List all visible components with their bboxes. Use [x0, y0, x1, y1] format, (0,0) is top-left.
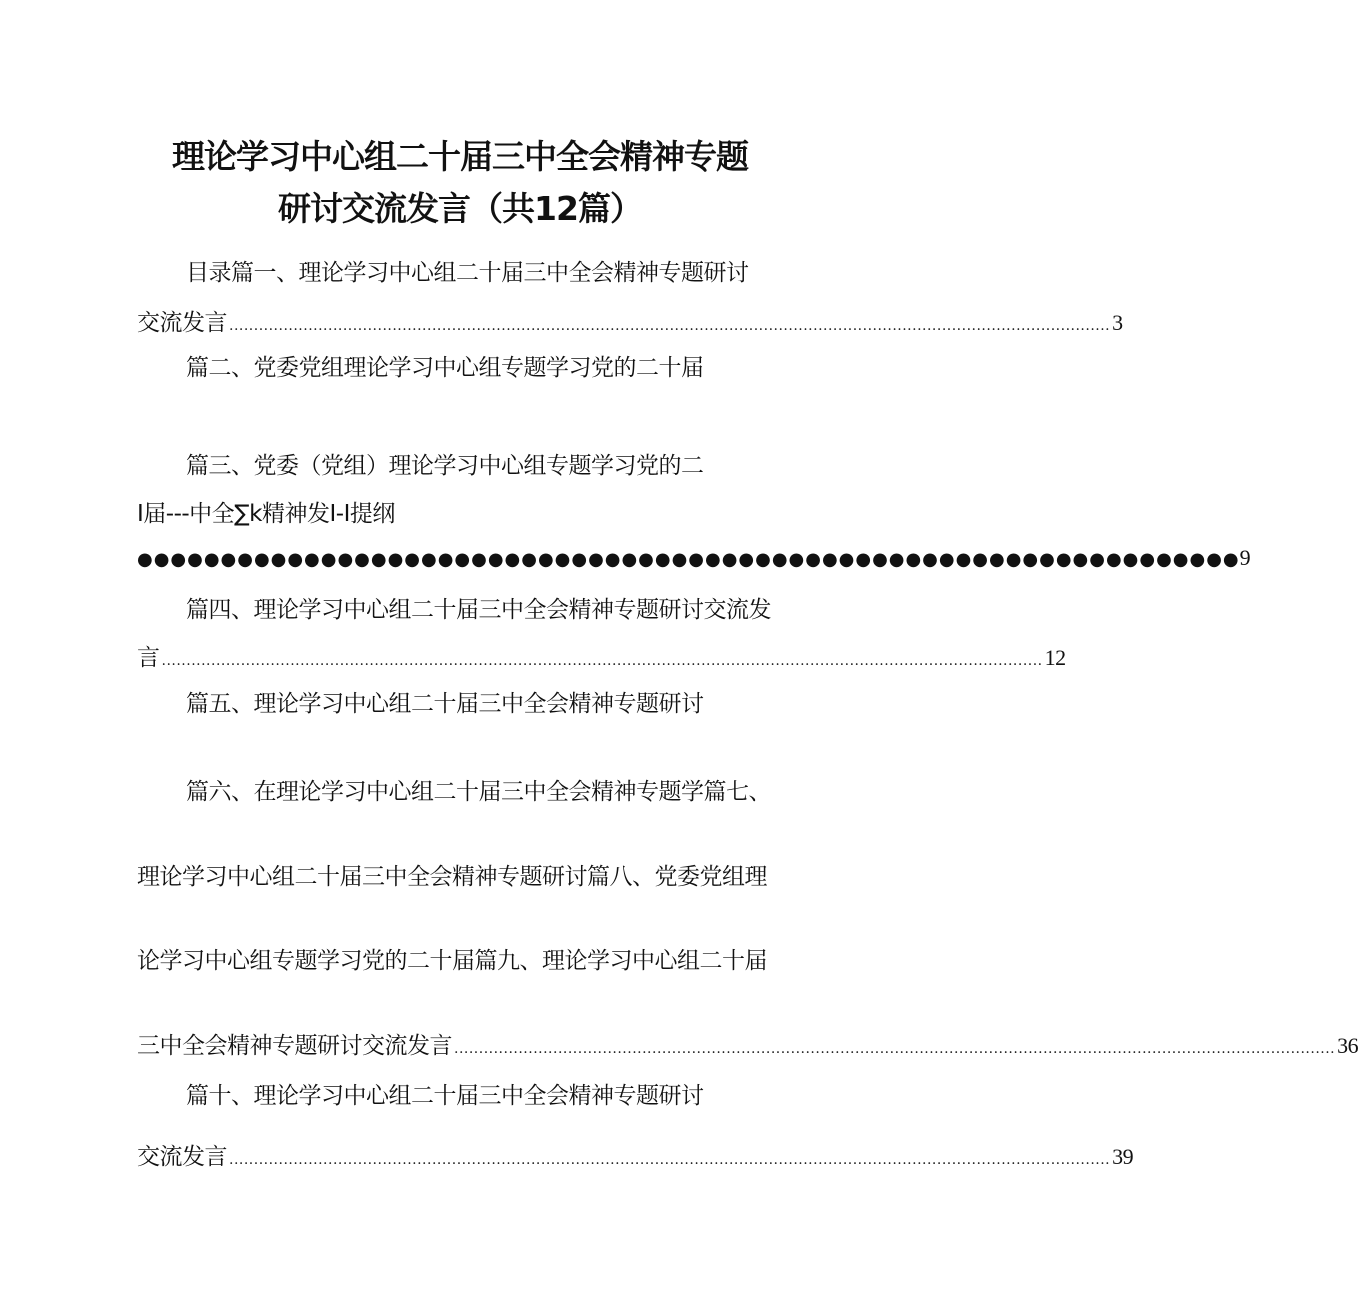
toc-entry-4-line-2[interactable] [137, 642, 1066, 677]
toc-entry-1-line-2[interactable] [137, 307, 1123, 342]
toc-entry-9-line-2[interactable] [137, 1030, 1358, 1065]
toc-entry-4-line-1[interactable]: 篇四、理论学习中心组二十届三中全会精神专题研讨交流发 [186, 597, 771, 623]
toc-entry-3-line-2: I届---中全∑k精神发I-I提纲 [137, 501, 395, 527]
toc-entry-10-line-1[interactable]: 篇十、理论学习中心组二十届三中全会精神专题研讨 [186, 1083, 704, 1109]
toc-entry-1-page: 3 [1112, 310, 1123, 335]
toc-leader-dots: .................................................................................................................................................................................. [229, 318, 1111, 334]
toc-entry-10-text: 交流发言 [137, 1144, 227, 1170]
document-title-line-2: 研讨交流发言（共12篇） [278, 189, 642, 228]
toc-entry-1-line-1: 目录篇一、理论学习中心组二十届三中全会精神专题研讨 [186, 260, 749, 286]
toc-entry-9-page: 36 [1337, 1033, 1358, 1058]
toc-entry-4-page: 12 [1044, 645, 1066, 670]
toc-entry-10-line-2[interactable] [137, 1141, 1134, 1176]
toc-leader-dots: .................................................................................................................................................................................. [454, 1041, 1336, 1057]
toc-leader-dots: .................................................................................................................................................................................. [161, 653, 1043, 669]
toc-entry-2[interactable]: 篇二、党委党组理论学习中心组专题学习党的二十届 [186, 355, 704, 381]
toc-entry-3-line-1[interactable]: 篇三、党委（党组）理论学习中心组专题学习党的二 [186, 453, 704, 479]
toc-entry-6-7[interactable]: 篇六、在理论学习中心组二十届三中全会精神专题学篇七、 [186, 779, 771, 805]
document-title-line-1: 理论学习中心组二十届三中全会精神专题 [172, 137, 748, 176]
toc-entry-1-text: 交流发言 [137, 310, 227, 336]
toc-entry-5[interactable]: 篇五、理论学习中心组二十届三中全会精神专题研讨 [186, 691, 704, 717]
toc-entry-4-text: 言 [137, 645, 160, 671]
toc-entry-9-text: 三中全会精神专题研讨交流发言 [137, 1033, 452, 1059]
toc-entry-8-9[interactable]: 论学习中心组专题学习党的二十届篇九、理论学习中心组二十届 [137, 948, 767, 974]
toc-entry-10-page: 39 [1112, 1144, 1134, 1169]
toc-leader-dots: .................................................................................................................................................................................. [229, 1152, 1111, 1168]
toc-leader-bullets: ●●●●●●●●●●●●●●●●●●●●●●●●●●●●●●●●●●●●●●●●●●●●●●●●●●●●●●●●●●●●●●●●●● [137, 549, 1240, 570]
toc-entry-3-leader [137, 545, 1251, 571]
toc-entry-3-page: 9 [1239, 545, 1251, 570]
toc-entry-7-8[interactable]: 理论学习中心组二十届三中全会精神专题研讨篇八、党委党组理 [137, 864, 767, 890]
